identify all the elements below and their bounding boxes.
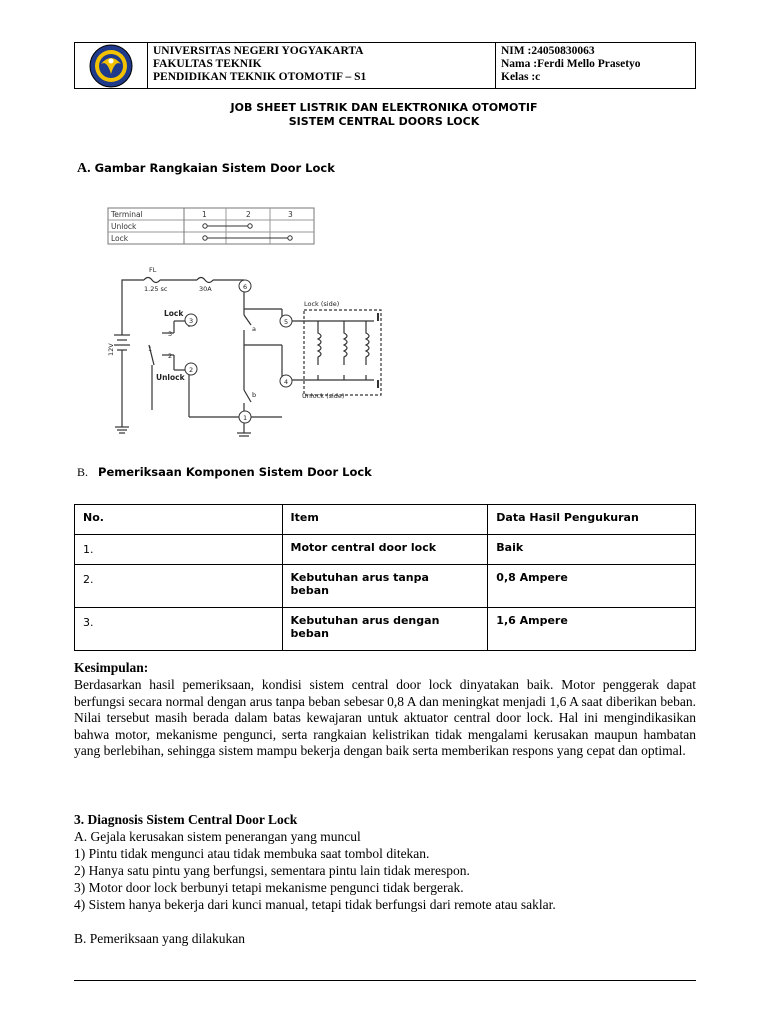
switch-contact-1: 1 [148,345,153,353]
node-6: 6 [243,283,248,291]
row-1-no: 1. [75,535,283,565]
symptoms-heading: A. Gejala kerusakan sistem penerangan yang muncul [74,829,361,844]
university-name: UNIVERSITAS NEGERI YOGYAKARTA [153,45,364,57]
node-2: 2 [189,366,194,374]
switch-lock-label: Lock [164,309,184,318]
page-divider [74,980,696,981]
terminal-header-1: 1 [202,210,207,219]
header-no: No. [75,505,283,535]
student-class: Kelas :c [501,71,541,83]
section-b-heading [77,463,372,481]
fuse2-label: 30A [199,285,212,293]
section-b-title: Pemeriksaan Komponen Sistem Door Lock [98,465,372,479]
battery-label: 12V [107,343,115,356]
terminal-row-lock: Lock [111,234,129,243]
row-3-data: 1,6 Ampere [488,608,696,651]
terminal-header-label: Terminal [111,210,143,219]
section-a-heading [77,161,335,177]
symptom-4: 4) Sistem hanya bekerja dari kunci manual, tetapi tidak berfungsi dari remote atau saklar. [74,897,556,912]
job-sheet-subtitle: SISTEM CENTRAL DOORS LOCK [288,115,480,128]
node-5: 5 [284,318,289,326]
row-2-item: Kebutuhan arus tanpa beban [282,565,488,608]
institution-cell [148,43,496,88]
node-3: 3 [189,317,194,325]
student-nim: NIM :24050830063 [501,45,595,57]
row-1-item: Motor central door lock [282,535,488,565]
fuse1-label-bottom: 1.25 sc [144,285,168,293]
section-a-letter: A. [77,161,91,176]
university-logo [89,44,133,88]
contact-b-label: b [252,391,257,399]
table-row [75,608,696,651]
contact-a-label: a [252,325,256,333]
symptom-3: 3) Motor door lock berbunyi tetapi mekanisme pengunci tidak bergerak. [74,880,464,895]
program-name: PENDIDIKAN TEKNIK OTOMOTIF – S1 [153,71,367,83]
row-1-data: Baik [488,535,696,565]
table-row [75,535,696,565]
lock-side-label: Lock (side) [304,300,340,308]
job-sheet-title: JOB SHEET LISTRIK DAN ELEKTRONIKA OTOMOTIF [230,101,538,114]
student-cell [496,43,695,90]
section-a-title: Gambar Rangkaian Sistem Door Lock [94,161,335,175]
section-b-letter: B. [77,465,89,479]
symptom-1: 1) Pintu tidak mengunci atau tidak membuka saat tombol ditekan. [74,846,430,861]
inspection-heading: B. Pemeriksaan yang dilakukan [74,931,245,946]
fuse1-label-top: FL [149,266,157,274]
table-row [75,565,696,608]
row-3-no: 3. [75,608,283,651]
measurement-table [74,504,696,651]
switch-contact-2: 2 [168,352,173,360]
header-item: Item [282,505,488,535]
terminal-header-3: 3 [288,210,293,219]
node-1: 1 [243,414,248,422]
logo-cell [75,43,148,88]
diagnosis-heading: 3. Diagnosis Sistem Central Door Lock [74,812,298,827]
symptom-2: 2) Hanya satu pintu yang berfungsi, sementara pintu lain tidak merespon. [74,863,470,878]
switch-contact-3: 3 [168,330,173,338]
faculty-name: FAKULTAS TEKNIK [153,58,262,70]
door-lock-circuit-figure [104,205,420,445]
header-data: Data Hasil Pengukuran [488,505,696,535]
terminal-row-unlock: Unlock [111,222,137,231]
unlock-side-label: Unlock (side) [302,392,345,400]
row-3-item: Kebutuhan arus dengan beban [282,608,488,651]
row-2-data: 0,8 Ampere [488,565,696,608]
conclusion-heading: Kesimpulan: [74,660,149,675]
student-name: Nama :Ferdi Mello Prasetyo [501,58,641,70]
conclusion-body: Berdasarkan hasil pemeriksaan, kondisi sistem central door lock dinyatakan baik. Motor penggerak dapat berfungsi secara normal dengan arus tanpa beban sebesar 0,8 A dan meningkat menjadi 1,6 A saat diberikan beban. Nilai tersebut masih berada dalam batas kewajaran untuk aktuator central door lock. Hal ini mengindikasikan bahwa motor, mekanisme pengunci, serta rangkaian kelistrikan tidak mengalami kerusakan maupun hambatan yang berlebihan, sehingga sistem mampu bekerja dengan baik serta memberikan respons yang cepat dan optimal. [74,677,696,759]
document-header [74,42,696,89]
node-4: 4 [284,378,289,386]
row-2-no: 2. [75,565,283,608]
terminal-header-2: 2 [246,210,251,219]
table-header-row [75,505,696,535]
switch-unlock-label: Unlock [156,373,185,382]
